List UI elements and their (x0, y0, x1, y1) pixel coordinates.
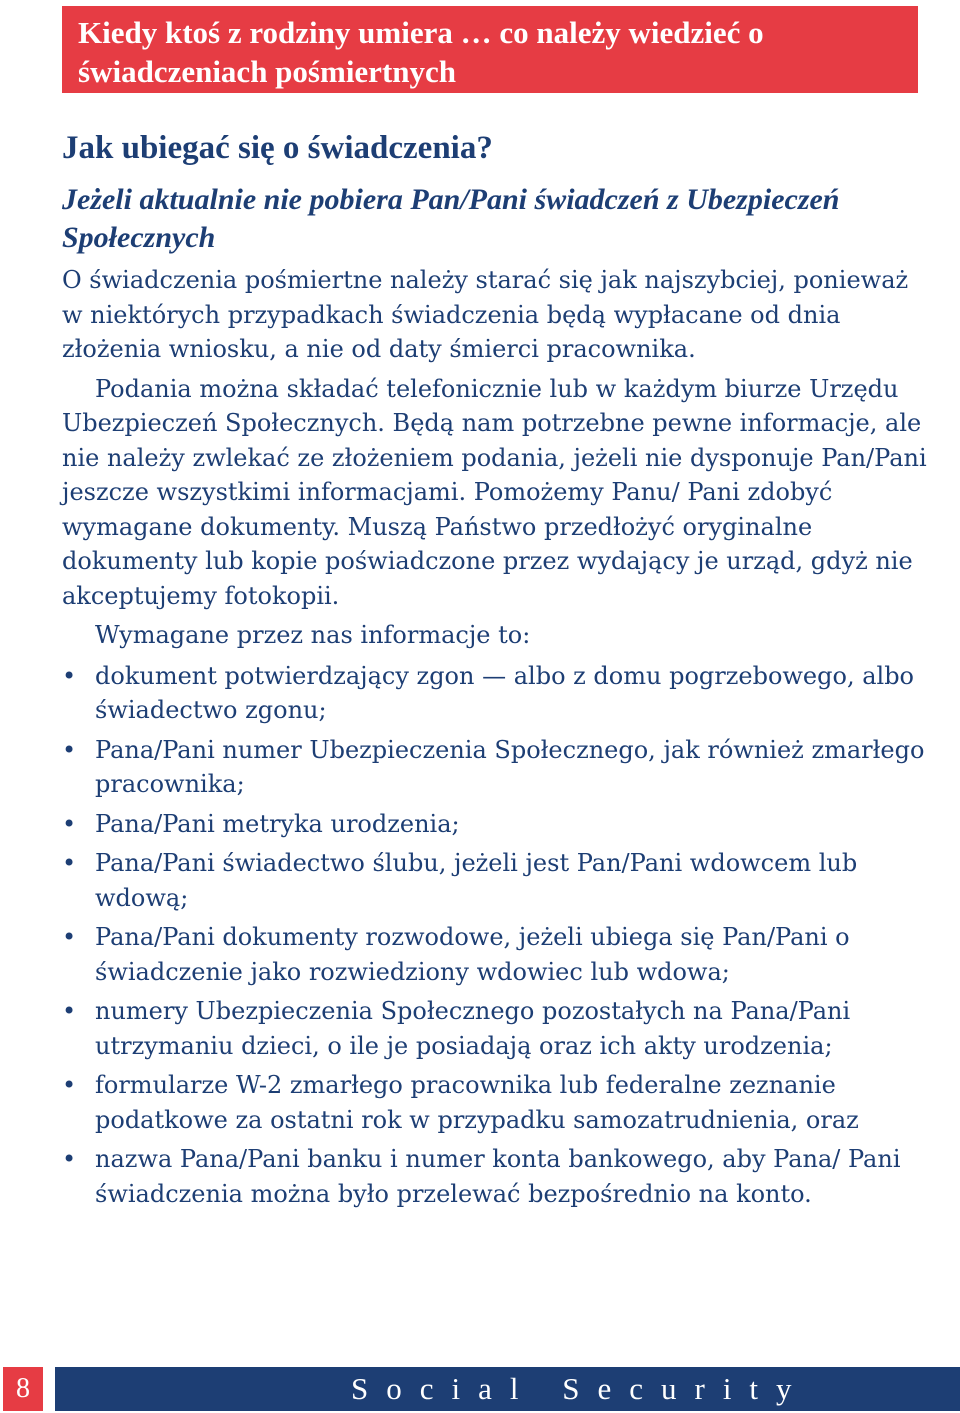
list-item (62, 846, 932, 915)
list-item (62, 807, 932, 842)
list-item (62, 733, 932, 802)
section-heading: Jak ubiegać się o świadczenia? (62, 130, 493, 166)
page-number: 8 (3, 1367, 43, 1411)
list-item (62, 1142, 932, 1211)
list-item-text: Pana/Pani metryka urodzenia; (95, 809, 460, 838)
requirements-list (62, 659, 932, 1212)
list-item-text: nazwa Pana/Pani banku i numer konta bankowego, aby Pana/ Pani świadczenia można było przelewać bezpośrednio na konto. (95, 1145, 901, 1208)
list-item-text: Pana/Pani świadectwo ślubu, jeżeli jest Pan/Pani wdowcem lub wdową; (95, 849, 858, 912)
bullet-icon: • (62, 923, 77, 951)
list-item (62, 994, 932, 1063)
list-item-text: dokument potwierdzający zgon — albo z domu pogrzebowego, albo świadectwo zgonu; (95, 661, 914, 724)
bullet-icon: • (62, 997, 77, 1025)
header-banner (62, 6, 918, 93)
list-item (62, 1068, 932, 1137)
page-title: Kiedy ktoś z rodziny umiera … co należy wiedzieć o świadczeniach pośmiertnych (78, 15, 764, 89)
paragraph-intro: O świadczenia pośmiertne należy starać się jak najszybciej, ponieważ w niektórych przypadkach świadczenia będą wypłacane od dnia złożenia wniosku, a nie od daty śmierci pracownika. (62, 266, 909, 363)
list-item (62, 920, 932, 989)
body-text (62, 263, 932, 1216)
list-item-text: formularze W-2 zmarłego pracownika lub federalne zeznanie podatkowe za ostatni rok w przypadku samozatrudnienia, oraz (95, 1071, 859, 1134)
section-subheading: Jeżeli aktualnie nie pobiera Pan/Pani świadczeń z Ubezpieczeń Społecznych (62, 183, 840, 254)
list-item (62, 659, 932, 728)
bullet-icon: • (62, 809, 77, 838)
footer-bar (55, 1367, 960, 1411)
footer-brand-text: Social Security (351, 1371, 810, 1406)
bullet-icon: • (62, 661, 77, 690)
paragraph-how-to-apply: Podania można składać telefonicznie lub w każdym biurze Urzędu Ubezpieczeń Społecznych. Będą nam potrzebne pewne informacje, ale nie należy zwlekać ze złożeniem podania, jeżeli nie dysponuje Pan/Pani jeszcze wszystkimi informacjami. Pomożemy Panu/ Pani zdobyć wymagane dokumenty. Muszą Państwo przedłożyć oryginalne dokumenty lub kopie poświadczone przez wydający je urząd, gdyż nie akceptujemy fotokopii. (62, 374, 927, 610)
bullet-icon: • (62, 1145, 77, 1173)
bullet-icon: • (62, 1071, 77, 1099)
list-item-text: Pana/Pani numer Ubezpieczenia Społecznego, jak również zmarłego pracownika; (95, 735, 925, 798)
paragraph-list-intro: Wymagane przez nas informacje to: (95, 621, 531, 649)
list-item-text: Pana/Pani dokumenty rozwodowe, jeżeli ubiega się Pan/Pani o świadczenie jako rozwiedziony wdowiec lub wdowa; (95, 923, 850, 986)
bullet-icon: • (62, 735, 77, 764)
bullet-icon: • (62, 849, 77, 877)
list-item-text: numery Ubezpieczenia Społecznego pozostałych na Pana/Pani utrzymaniu dzieci, o ile je posiadają oraz ich akty urodzenia; (95, 997, 851, 1060)
